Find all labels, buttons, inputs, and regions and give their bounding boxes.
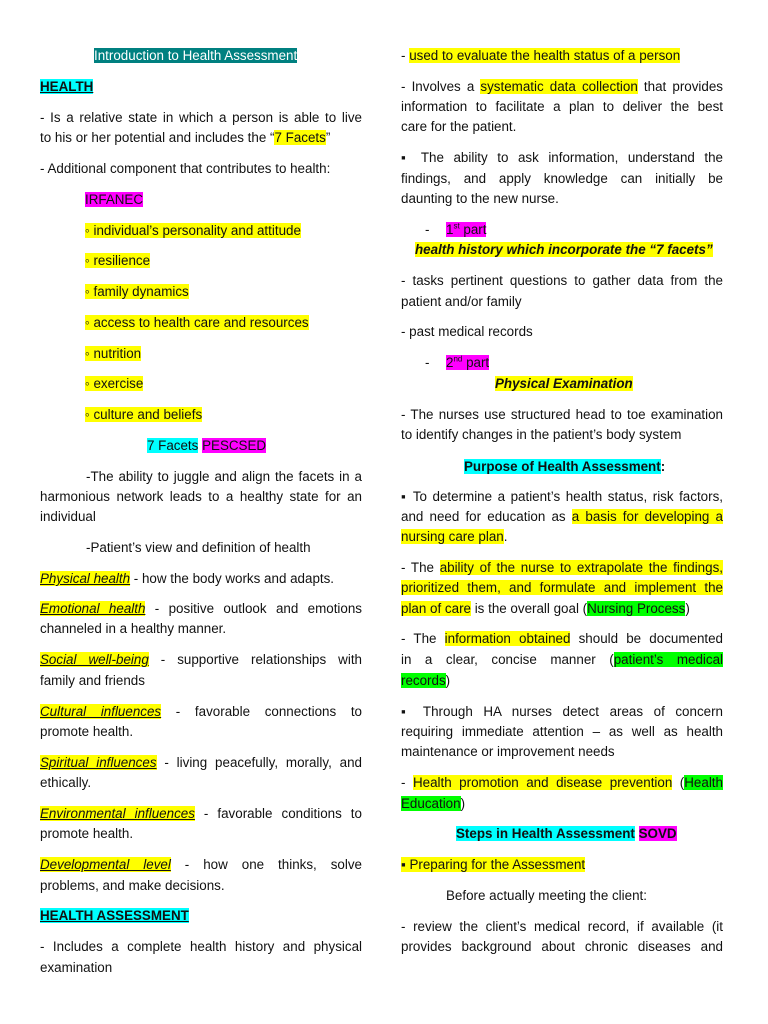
through-line-1: ▪ Through HA nurses detect areas of concern [401,704,723,719]
extrapolate-line-1: - The ability of the nurse to extrapolate the findings, [401,560,723,575]
facet-physical: Physical health - how the body works and adapts. [40,571,335,586]
juggle-line-3: individual [40,509,96,524]
involves-line-1: - Involves a systematic data collection that provides [401,79,723,94]
past-medical-records: - past medical records [401,324,533,339]
extrapolate-line-3: plan of care is the overall goal (Nursing Process) [401,601,690,616]
facet-developmental-line-2: problems, and make decisions. [40,878,225,893]
juggle-line-1: -The ability to juggle and align the facets in a [86,469,362,484]
promotion-line-1: - Health promotion and disease prevention (Health [401,775,723,790]
facet-cultural-line-2: promote health. [40,724,134,739]
facet-spiritual-line-2: ethically. [40,775,92,790]
second-part-label: 2nd part [446,354,490,370]
second-part-description: Physical Examination [495,376,633,391]
extrapolate-line-2: prioritized them, and formulate and implement the [401,580,723,595]
promotion-line-2: Education) [401,796,466,811]
facet-environmental-line-2: promote health. [40,826,134,841]
nurses-line-1: - The nurses use structured head to toe examination [401,407,723,422]
through-line-2: requiring immediate attention – as well as health [401,724,723,739]
facet-emotional: Emotional health - positive outlook and emotions [40,601,362,616]
health-assessment-heading: HEALTH ASSESSMENT [40,908,189,923]
health-definition-line-2: to his or her potential and includes the “7 Facets” [40,130,331,145]
facets-heading: 7 Facets PESCSED [147,438,267,453]
juggle-line-2: harmonious network leads to a healthy state for an [40,489,362,504]
before-meeting: Before actually meeting the client: [446,888,647,903]
document-title: Introduction to Health Assessment [94,48,298,63]
irfanec-item: ◦ access to health care and resources [85,315,309,330]
irfanec-label: IRFANEC [85,192,144,207]
irfanec-item: ◦ culture and beliefs [85,407,203,422]
purpose-heading: Purpose of Health Assessment: [464,459,666,474]
determine-line-1: ▪ To determine a patient’s health status, risk factors, [401,489,723,504]
health-definition-line-1: - Is a relative state in which a person is able to live [40,110,362,125]
used-to-evaluate: - used to evaluate the health status of a person [401,48,681,63]
information-line-2: in a clear, concise manner (patient’s medical [401,652,723,667]
first-part-description: health history which incorporate the “7 facets” [415,242,713,257]
preparing-item: ▪ Preparing for the Assessment [401,857,586,872]
includes-line-1: - Includes a complete health history and physical [40,939,362,954]
ability-line-1: ▪ The ability to ask information, understand the [401,150,723,165]
steps-heading: Steps in Health Assessment SOVD [456,826,677,841]
irfanec-item: ◦ family dynamics [85,284,189,299]
information-line-1: - The information obtained should be documented [401,631,724,646]
nurses-line-2: to identify changes in the patient’s body system [401,427,682,442]
additional-component: - Additional component that contributes to health: [40,161,331,176]
through-line-3: maintenance or improvement needs [401,744,615,759]
facet-spiritual: Spiritual influences - living peacefully, morally, and [40,755,362,770]
determine-line-2: and need for education as a basis for developing a [401,509,723,524]
irfanec-item: ◦ resilience [85,253,151,268]
includes-line-2: examination [40,960,113,975]
tasks-line-1: - tasks pertinent questions to gather data from the [401,273,723,288]
facet-cultural: Cultural influences - favorable connections to [40,704,362,719]
irfanec-item: ◦ nutrition [85,346,142,361]
health-heading: HEALTH [40,79,94,94]
ability-line-2: findings, and apply knowledge can initially be [401,171,723,186]
irfanec-item: ◦ exercise [85,376,144,391]
facet-environmental: Environmental influences - favorable conditions to [40,806,362,821]
facet-emotional-line-2: channeled in a healthy manner. [40,621,227,636]
patient-view: -Patient’s view and definition of health [86,540,311,555]
information-line-3: records) [401,673,451,688]
first-part-dash: - [425,222,430,237]
involves-line-2: information to facilitate a plan to deliver the best [401,99,723,114]
irfanec-item: ◦ individual’s personality and attitude [85,223,301,238]
tasks-line-2: patient and/or family [401,294,522,309]
first-part-label: 1st part [446,221,487,237]
facet-developmental: Developmental level - how one thinks, solve [40,857,362,872]
involves-line-3: care for the patient. [401,119,517,134]
facet-social: Social well-being - supportive relationships with [40,652,362,667]
facet-social-line-2: family and friends [40,673,145,688]
review-line-1: - review the client’s medical record, if available (it [401,919,723,934]
ability-line-3: daunting to the new nurse. [401,191,559,206]
second-part-dash: - [425,355,430,370]
determine-line-3: nursing care plan. [401,529,508,544]
review-line-2: provides background about chronic diseases and [401,939,723,954]
